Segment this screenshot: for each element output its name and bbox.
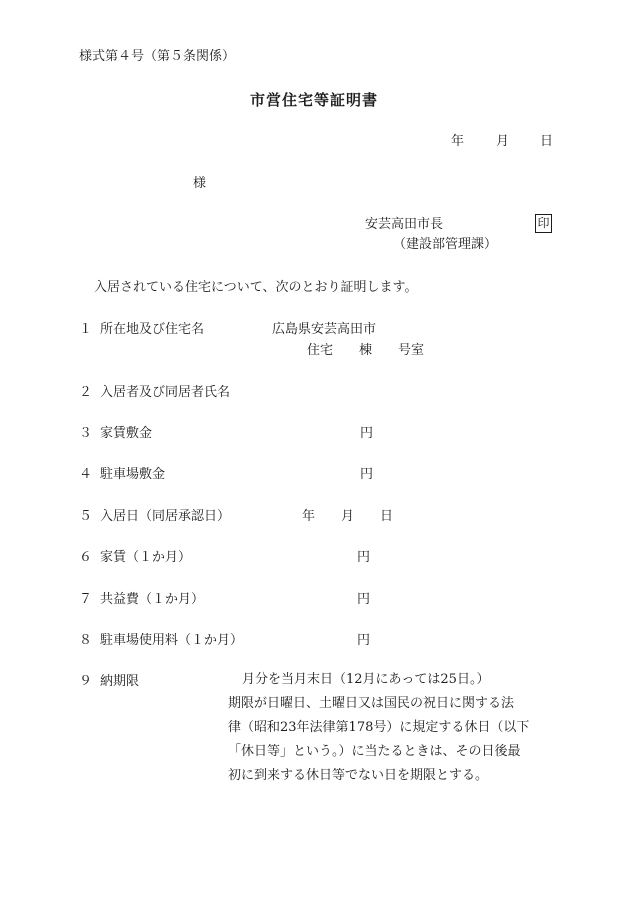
item-3-unit: 円 [360, 426, 374, 441]
date-month-label: 月 [496, 134, 510, 149]
seal-icon: 印 [535, 214, 552, 233]
item-3-number: ３ [79, 426, 93, 441]
intro-statement: 入居されている住宅について、次のとおり証明します。 [94, 280, 418, 295]
item-8-label: 駐車場使用料（１か月） [100, 633, 244, 648]
item-9-label: 納期限 [100, 674, 140, 689]
date-year-label: 年 [451, 134, 465, 149]
item-9-due-date-rules [228, 668, 573, 788]
item-8-number: ８ [79, 633, 93, 648]
item-9-number: ９ [79, 674, 93, 689]
item-5-number: ５ [79, 509, 93, 524]
item-9-line-1: 月分を当月末日（12月にあっては25日。） [242, 672, 490, 687]
item-8-unit: 円 [357, 633, 371, 648]
item-2-label: 入居者及び同居者氏名 [100, 385, 231, 400]
item-1-label: 所在地及び住宅名 [100, 322, 205, 337]
item-6-number: ６ [79, 550, 93, 565]
date-day-label: 日 [540, 134, 554, 149]
item-7-number: ７ [79, 592, 93, 607]
item-9-line-2: 期限が日曜日、土曜日又は国民の祝日に関する法 [228, 696, 515, 711]
seal-mark [535, 214, 552, 233]
item-1-number: １ [79, 322, 93, 337]
item-4-number: ４ [79, 467, 93, 482]
item-4-label: 駐車場敷金 [100, 467, 166, 482]
item-9-line-4: 「休日等」という。）に当たるときは、その日後最 [228, 744, 521, 759]
item-3-label: 家賃敷金 [100, 426, 153, 441]
item-6-unit: 円 [357, 550, 371, 565]
item-7-label: 共益費（１か月） [100, 592, 205, 607]
item-4-unit: 円 [360, 467, 374, 482]
item-1-housing-unit: 住宅 棟 号室 [307, 343, 425, 358]
item-2-number: ２ [79, 385, 93, 400]
form-number: 様式第４号（第５条関係） [79, 49, 236, 64]
item-9-line-5: 初に到来する休日等でない日を期限とする。 [228, 768, 489, 783]
issuer-name: 安芸高田市長 [365, 217, 444, 232]
item-5-date: 年 月 日 [302, 509, 394, 524]
item-1-address: 広島県安芸高田市 [272, 322, 377, 337]
item-6-label: 家賃（１か月） [100, 550, 192, 565]
item-5-label: 入居日（同居承認日） [100, 509, 231, 524]
addressee-suffix: 様 [193, 176, 207, 191]
item-7-unit: 円 [357, 592, 371, 607]
item-9-line-3: 律（昭和23年法律第178号）に規定する休日（以下 [228, 720, 530, 735]
document-title: 市営住宅等証明書 [250, 91, 379, 109]
issuer-department: （建設部管理課） [393, 237, 498, 252]
